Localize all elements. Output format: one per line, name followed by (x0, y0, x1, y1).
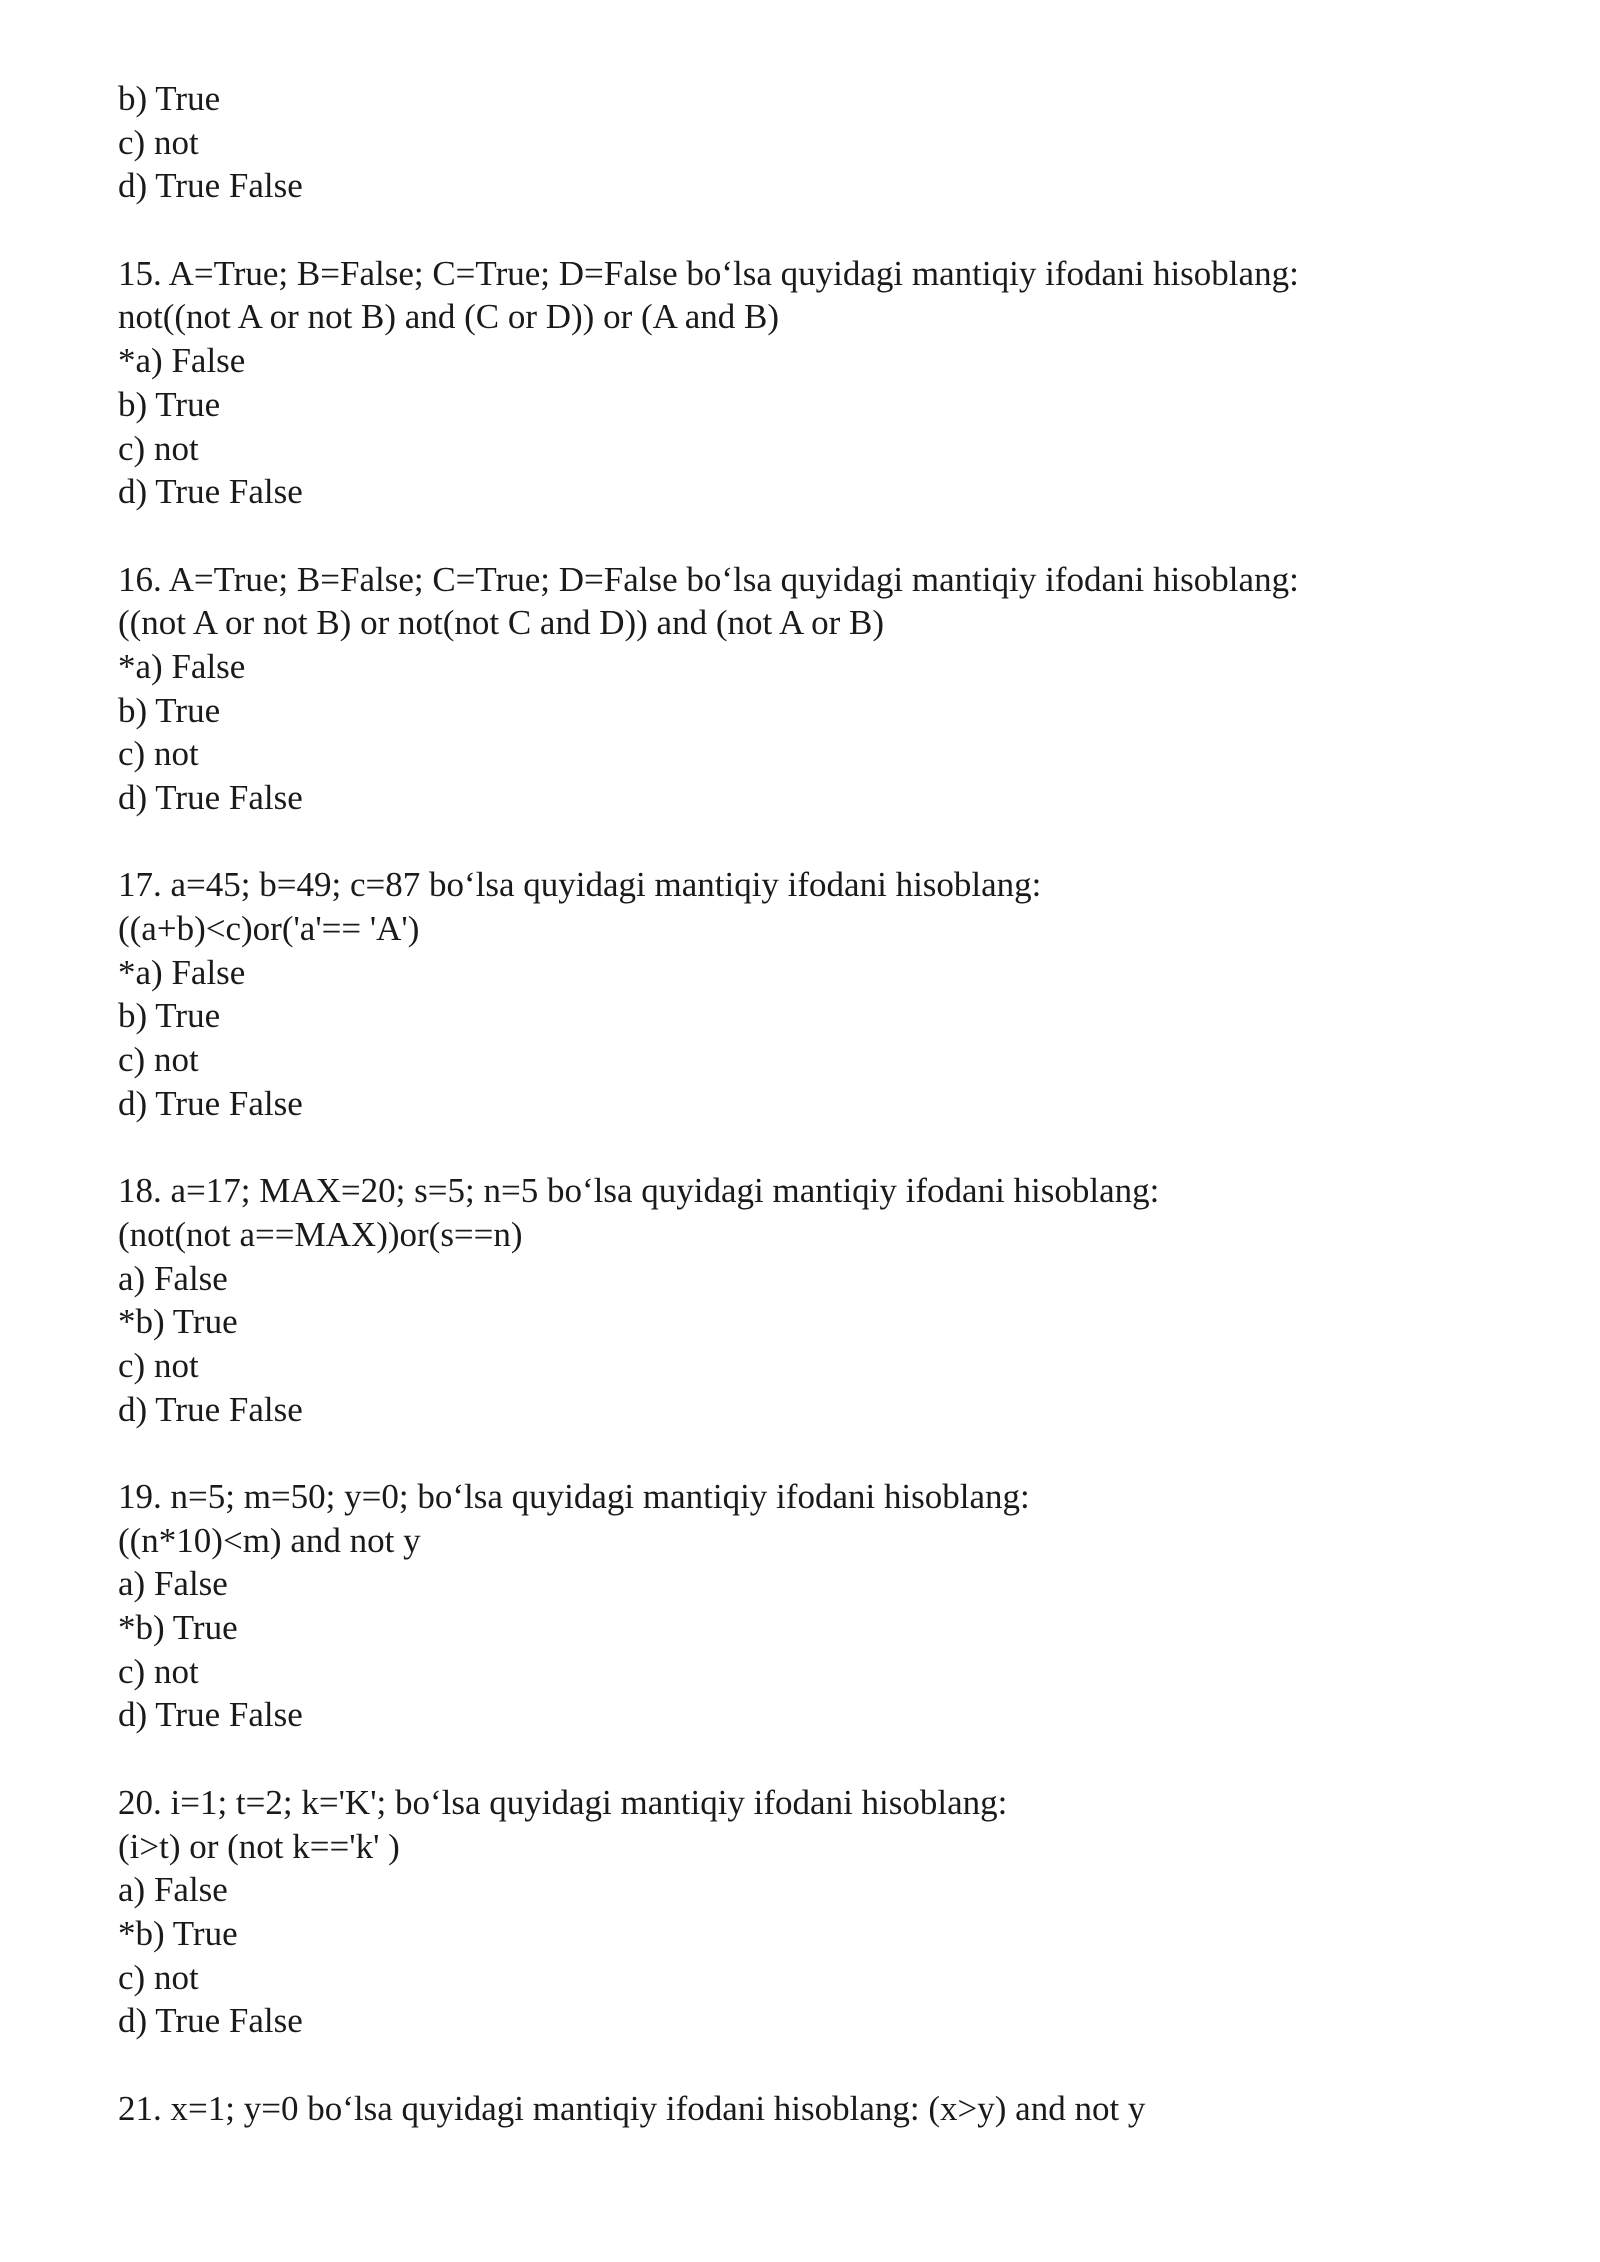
option-a: a) False (118, 1258, 228, 1298)
option-c: c) not (118, 734, 199, 774)
option-d: d) True False (118, 778, 303, 817)
option-d: d) True False (118, 1389, 303, 1429)
question-expression: not((not A or not B) and (C or D)) or (A and B) (118, 297, 780, 337)
option-a: a) False (118, 1870, 228, 1910)
question-expression: ((a+b)<c)or('a'== 'A') (118, 909, 420, 949)
option-b: *b) True (118, 1302, 238, 1342)
question-block-17 (118, 863, 1518, 1125)
option-b: b) True (118, 79, 221, 118)
option-d: d) True False (118, 1083, 303, 1123)
document-page (118, 77, 1518, 2130)
option-a: a) False (118, 1564, 228, 1604)
question-text: 17. a=45; b=49; c=87 bo‘lsa quyidagi mantiqiy ifodani hisoblang: (118, 865, 1042, 905)
option-a: *a) False (118, 952, 246, 992)
option-d: d) True False (118, 1695, 303, 1735)
question-block-21 (118, 2087, 1518, 2131)
option-c: c) not (118, 1040, 199, 1080)
question-block-18 (118, 1169, 1518, 1431)
question-block-16 (118, 558, 1518, 820)
question-block-15 (118, 252, 1518, 514)
option-d: d) True False (118, 166, 303, 206)
option-b: b) True (118, 690, 221, 730)
question-text: 19. n=5; m=50; y=0; bo‘lsa quyidagi mantiqiy ifodani hisoblang: (118, 1477, 1030, 1516)
option-c: c) not (118, 428, 199, 468)
option-c: c) not (118, 122, 199, 162)
option-b: *b) True (118, 1608, 238, 1648)
option-a: *a) False (118, 646, 246, 686)
question-expression: (i>t) or (not k=='k' ) (118, 1826, 400, 1866)
question-block-14-tail (118, 77, 1518, 208)
option-d: d) True False (118, 2001, 303, 2041)
option-a: *a) False (118, 341, 246, 381)
question-text: 20. i=1; t=2; k='K'; bo‘lsa quyidagi mantiqiy ifodani hisoblang: (118, 1782, 1008, 1822)
option-d: d) True False (118, 472, 303, 512)
question-block-19 (118, 1475, 1518, 1737)
question-text: 16. A=True; B=False; C=True; D=False bo‘lsa quyidagi mantiqiy ifodani hisoblang: (118, 559, 1299, 599)
question-text: 18. a=17; MAX=20; s=5; n=5 bo‘lsa quyidagi mantiqiy ifodani hisoblang: (118, 1171, 1160, 1211)
option-c: c) not (118, 1957, 199, 1997)
option-c: c) not (118, 1345, 199, 1385)
question-expression: (not(not a==MAX))or(s==n) (118, 1214, 523, 1254)
option-c: c) not (118, 1651, 199, 1691)
option-b: *b) True (118, 1913, 238, 1953)
option-b: b) True (118, 384, 221, 424)
question-block-20 (118, 1781, 1518, 2043)
question-expression: ((not A or not B) or not(not C and D)) and (not A or B) (118, 603, 885, 643)
option-b: b) True (118, 996, 221, 1036)
question-text: 21. x=1; y=0 bo‘lsa quyidagi mantiqiy ifodani hisoblang: (x>y) and not y (118, 2088, 1146, 2128)
question-text: 15. A=True; B=False; C=True; D=False bo‘lsa quyidagi mantiqiy ifodani hisoblang: (118, 253, 1299, 293)
question-expression: ((n*10)<m) and not y (118, 1520, 421, 1560)
